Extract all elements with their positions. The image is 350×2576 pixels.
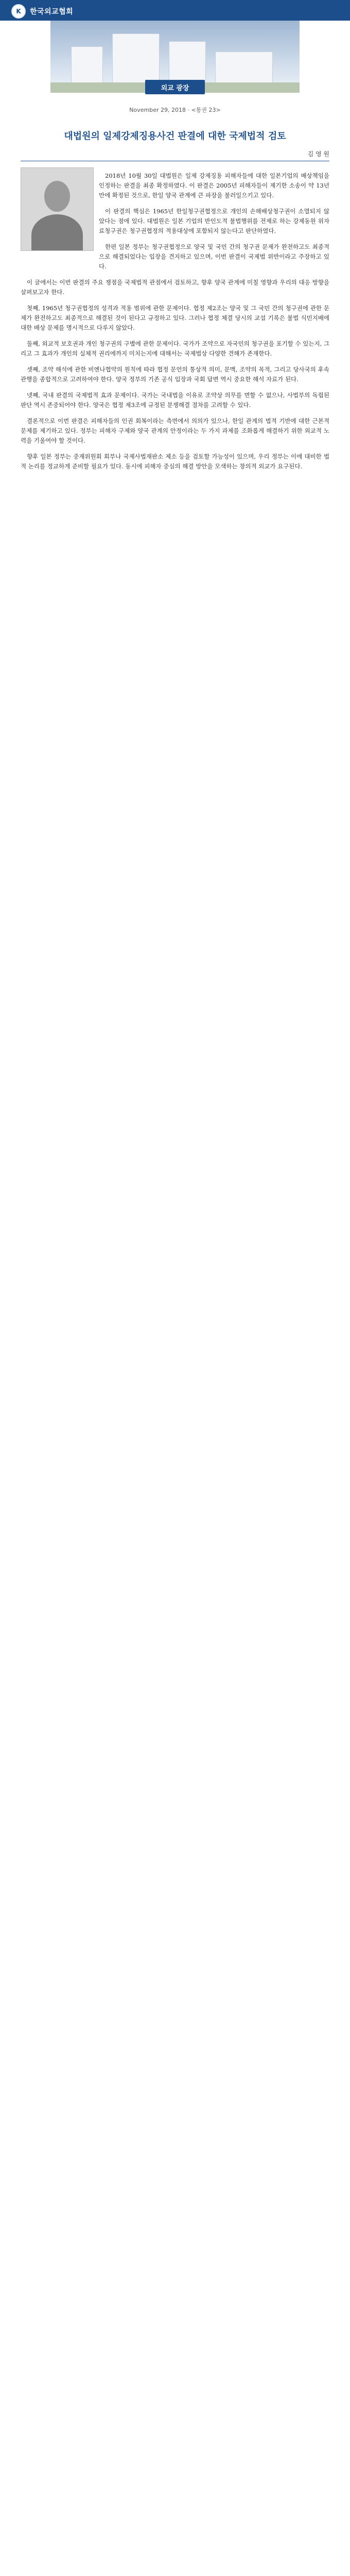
org-name: 한국외교협회: [30, 8, 74, 16]
article-body: [21, 165, 329, 478]
paragraph: 2018년 10월 30일 대법원은 일제 강제징용 피해자들에 대한 일본기업의 배상책임을 인정하는 판결을 최종 확정하였다. 이 판결은 2005년 피해자들이 제기한 소송이 약 13년 만에 확정된 것으로, 한일 양국 관계에 큰 파장을 불러일으키고 있다.: [99, 172, 329, 199]
issue-number: <통권 23>: [191, 107, 221, 113]
article-title: 대법원의 일제강제징용사건 판결에 대한 국제법적 검토: [64, 131, 286, 142]
newsletter-header: [0, 0, 350, 116]
paragraph: 첫째, 1965년 청구권협정의 성격과 적용 범위에 관한 문제이다. 협정 제2조는 양국 및 그 국민 간의 청구권에 관한 문제가 완전하고도 최종적으로 해결된 것이 된다고 규정하고 있다. 그러나 협정 체결 당시의 교섭 기록은 불법 식민지배에 대한 배상 문제를 명시적으로 다루지 않았다.: [21, 304, 329, 331]
issue-line: November 29, 2018 · <통권 23>: [129, 107, 221, 113]
paragraph: 이 글에서는 이번 판결의 주요 쟁점을 국제법적 관점에서 검토하고, 향후 양국 관계에 미칠 영향과 우리의 대응 방향을 살펴보고자 한다.: [21, 279, 329, 296]
paragraph: 한편 일본 정부는 청구권협정으로 양국 및 국민 간의 청구권 문제가 완전하고도 최종적으로 해결되었다는 입장을 견지하고 있으며, 이번 판결이 국제법 위반이라고 주장하고 있다.: [99, 243, 329, 270]
paragraph: 넷째, 국내 판결의 국제법적 효과 문제이다. 국가는 국내법을 이유로 조약상 의무를 면할 수 없으나, 사법부의 독립된 판단 역시 존중되어야 한다. 양국은 협정 제3조에 규정된 분쟁해결 절차를 고려할 수 있다.: [21, 392, 329, 409]
paragraph: 이 판결의 핵심은 1965년 한일청구권협정으로 개인의 손해배상청구권이 소멸되지 않았다는 점에 있다. 대법원은 일본 기업의 반인도적 불법행위를 전제로 하는 강제동원 위자료청구권은 청구권협정의 적용대상에 포함되지 않는다고 판단하였다.: [99, 208, 329, 234]
paragraph: 결론적으로 이번 판결은 피해자들의 인권 회복이라는 측면에서 의의가 있으나, 한일 관계의 법적 기반에 대한 근본적 문제를 제기하고 있다. 정부는 피해자 구제와 양국 관계의 안정이라는 두 가지 과제를 조화롭게 해결하기 위한 외교적 노력을 기울여야 할 것이다.: [21, 417, 329, 444]
org-logo[interactable]: [11, 4, 73, 19]
article-author: 김 영 원: [307, 150, 329, 158]
series-badge: 외교 광장: [145, 80, 205, 94]
emblem-icon: K: [11, 4, 26, 19]
paragraph: 둘째, 외교적 보호권과 개인 청구권의 구별에 관한 문제이다. 국가가 조약으로 자국민의 청구권을 포기할 수 있는지, 그리고 그 효과가 개인의 실체적 권리에까지 미치는지에 대해서는 국제법상 다양한 견해가 존재한다.: [21, 340, 329, 357]
paragraph: 셋째, 조약 해석에 관한 비엔나협약의 원칙에 따라 협정 문언의 통상적 의미, 문맥, 조약의 목적, 그리고 당사국의 후속 관행을 종합적으로 고려하여야 한다. 양국 정부의 기존 공식 입장과 국회 답변 역시 중요한 해석 자료가 된다.: [21, 366, 329, 383]
paragraph: 향후 일본 정부는 중재위원회 회부나 국제사법재판소 제소 등을 검토할 가능성이 있으며, 우리 정부는 이에 대비한 법적 논리를 정교하게 준비할 필요가 있다. 동시에 피해자 중심의 해결 방안을 모색하는 창의적 외교가 요구된다.: [21, 453, 329, 470]
issue-date: November 29, 2018: [129, 107, 186, 113]
